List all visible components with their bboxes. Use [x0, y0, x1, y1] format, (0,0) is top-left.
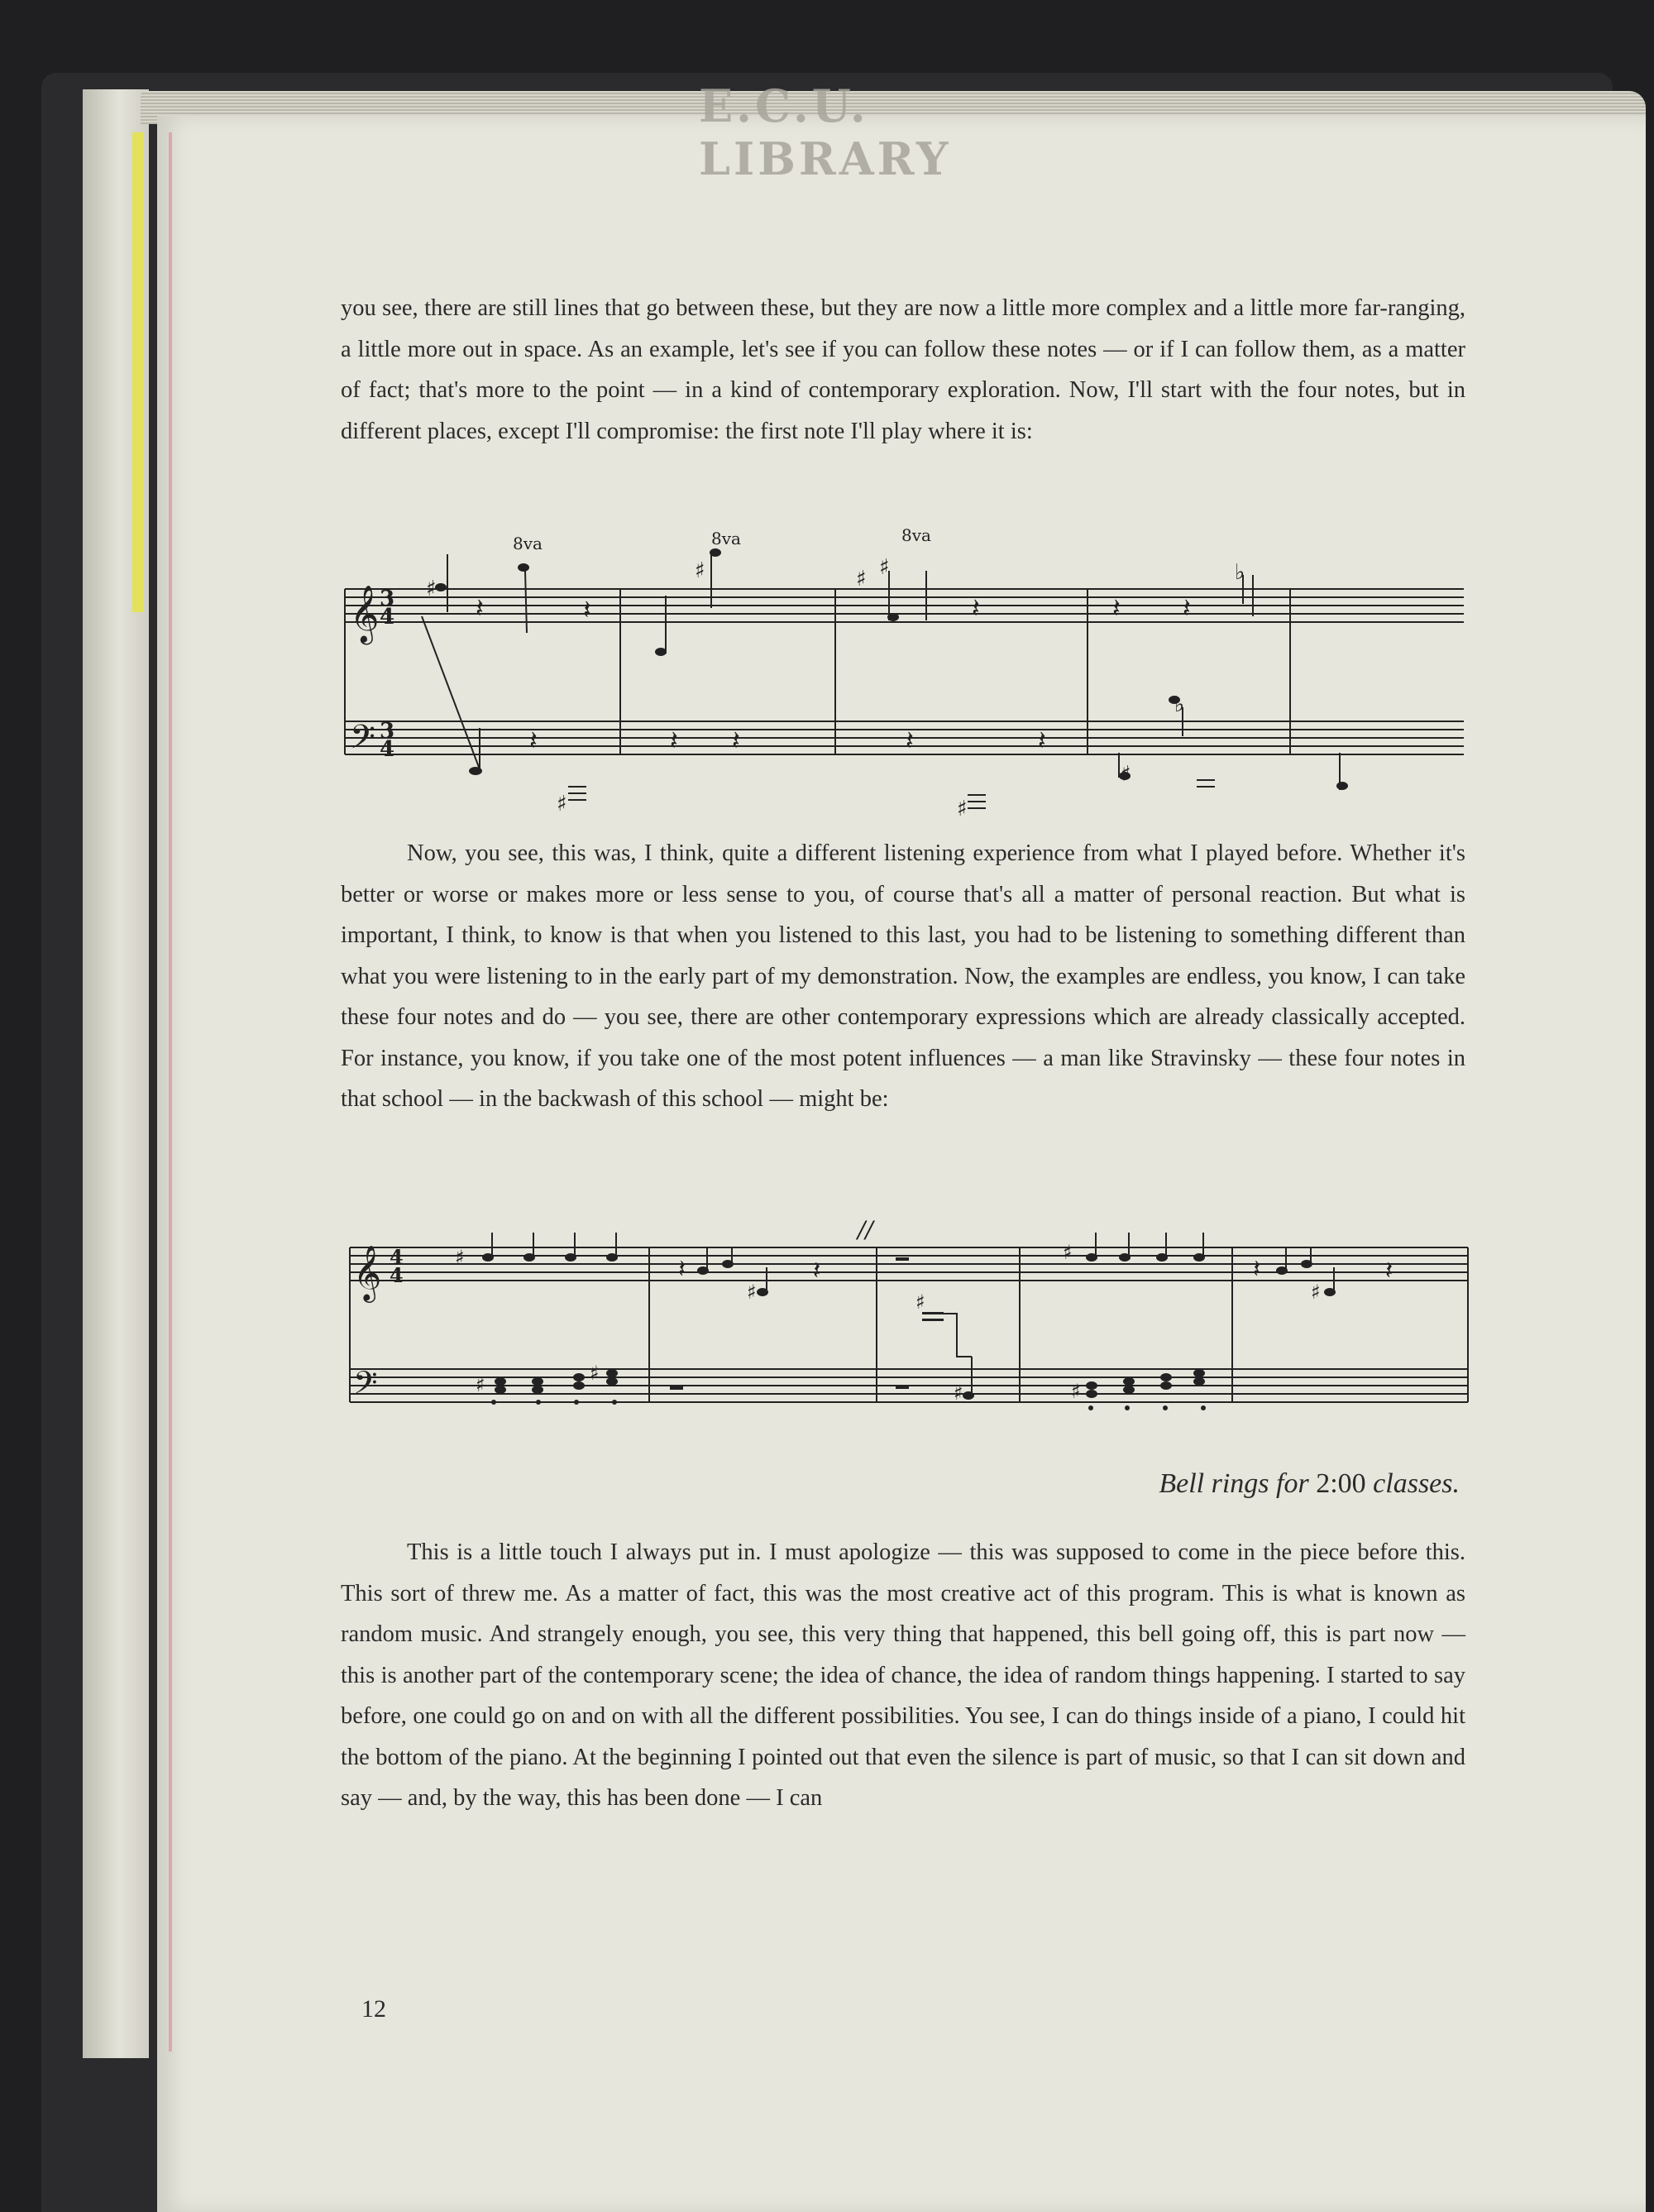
- svg-text:♯: ♯: [957, 797, 968, 821]
- time-sig-bottom-1b: 4: [380, 737, 395, 762]
- paragraph-3-block: [341, 1532, 1465, 1819]
- svg-text:𝄽: 𝄽: [1038, 725, 1046, 756]
- music-example-2: [343, 1216, 1468, 1459]
- paragraph-2: Now, you see, this was, I think, quite a different listening experience from what I played before. Whether it's better or worse or makes more or less sense to you, of course that's all a matter of personal reaction. But what is important, I think, to know is that when you listened to this last, you had to be listening to something different than what you were listening to in the early part of my demonstration. Now, the examples are endless, you know, I can take these four notes and do — you see, there are other contemporary expressions which are already classically accepted. For instance, you know, if you take one of the most potent influences — a man like Stravinsky — these four notes in that school — in the backwash of this school — might be:: [341, 840, 1465, 1112]
- svg-text:𝄽: 𝄽: [1253, 1255, 1261, 1284]
- library-stamp: [699, 108, 1096, 157]
- time-sig-bottom-1: 4: [380, 605, 395, 630]
- bell-time: 2:00: [1316, 1468, 1366, 1499]
- svg-text:♭: ♭: [1174, 692, 1185, 717]
- svg-text:𝄽: 𝄽: [972, 592, 980, 624]
- svg-text:𝄽: 𝄽: [813, 1257, 821, 1286]
- svg-text:♯: ♯: [879, 555, 890, 580]
- svg-text:𝄽: 𝄽: [670, 725, 678, 756]
- music-example-1: [343, 525, 1468, 839]
- page-number: 12: [361, 1995, 386, 2023]
- svg-text:♯: ♯: [1063, 1241, 1073, 1264]
- pink-edge: [169, 132, 172, 2052]
- svg-text:♯: ♯: [557, 792, 567, 816]
- paragraph-3: This is a little touch I always put in. I must apologize — this was supposed to come in the piece before this. This sort of threw me. As a matter of fact, this was the most creative act of this program. This is what is known as random music. And strangely enough, you see, this very thing that happened, this bell going off, this is part now — this is another part of the contemporary scene; the idea of chance, the idea of random things happening. I started to say before, one could go on and on with all the different possibilities. You see, I can do things inside of a piano, I could hit the bottom of the piano. At the beginning I pointed out that even the silence is part of music, so that I can sit down and say — and, by the way, this has been done — I can: [341, 1539, 1465, 1811]
- octave-mark-1: 8va: [513, 534, 543, 553]
- svg-text:♯: ♯: [1071, 1380, 1081, 1403]
- svg-text:♯: ♯: [476, 1373, 485, 1396]
- svg-text:♯: ♯: [455, 1246, 465, 1269]
- time-sig-top-1b: 3: [380, 719, 395, 744]
- svg-text:♯: ♯: [915, 1290, 925, 1314]
- octave-mark-3: 8va: [901, 525, 931, 545]
- treble-clef-icon-2: 𝄞: [353, 1244, 382, 1300]
- bass-clef-icon-2: 𝄢: [353, 1364, 378, 1409]
- paragraph-2-block: [341, 833, 1465, 1120]
- bell-caption: [1159, 1468, 1460, 1500]
- svg-text:♯: ♯: [856, 567, 867, 591]
- svg-text:𝄽: 𝄽: [1112, 592, 1121, 624]
- bell-text: Bell rings for: [1159, 1468, 1309, 1499]
- svg-text:𝄽: 𝄽: [1385, 1257, 1393, 1286]
- time-sig-top-1: 3: [380, 587, 395, 611]
- svg-text:𝄽: 𝄽: [906, 725, 914, 756]
- svg-text:♯: ♯: [590, 1362, 600, 1385]
- svg-text:𝄽: 𝄽: [583, 594, 591, 625]
- paragraph-1-block: [341, 288, 1465, 452]
- svg-text:♯: ♯: [1311, 1281, 1321, 1304]
- svg-text:♯: ♯: [695, 558, 705, 583]
- svg-text:𝄽: 𝄽: [732, 725, 740, 756]
- music-score-1: [343, 525, 1468, 835]
- svg-text:𝄽: 𝄽: [476, 592, 484, 624]
- svg-text:♯: ♯: [426, 577, 437, 601]
- octave-mark-2: 8va: [711, 529, 741, 548]
- paragraph-1: you see, there are still lines that go between these, but they are now a little more complex and a little more far-ranging, a little more out in space. As an example, let's see if you can follow these notes — or if I can follow them, as a matter of fact; that's more to the point — in a kind of contemporary exploration. Now, I'll start with the four notes, but in different places, except I'll compromise: the first note I'll play where it is:: [341, 295, 1465, 444]
- svg-text:𝄽: 𝄽: [678, 1255, 686, 1284]
- time-sig-bottom-2: 4: [390, 1263, 404, 1287]
- bass-clef-icon: 𝄢: [350, 718, 375, 764]
- svg-text:𝄽: 𝄽: [1183, 592, 1191, 624]
- svg-text:♭: ♭: [1235, 560, 1245, 585]
- yellow-tab: [132, 132, 144, 612]
- time-sig-top-2: 4: [390, 1245, 404, 1269]
- bell-suffix: classes.: [1373, 1468, 1460, 1499]
- svg-text:𝄽: 𝄽: [529, 725, 538, 756]
- svg-text:♯: ♯: [1121, 762, 1131, 787]
- caesura-mark: //: [858, 1216, 873, 1243]
- svg-text:♯: ♯: [747, 1281, 757, 1304]
- svg-text:♯: ♯: [954, 1381, 963, 1405]
- music-score-2: [343, 1216, 1468, 1456]
- treble-clef-icon: 𝄞: [350, 585, 380, 643]
